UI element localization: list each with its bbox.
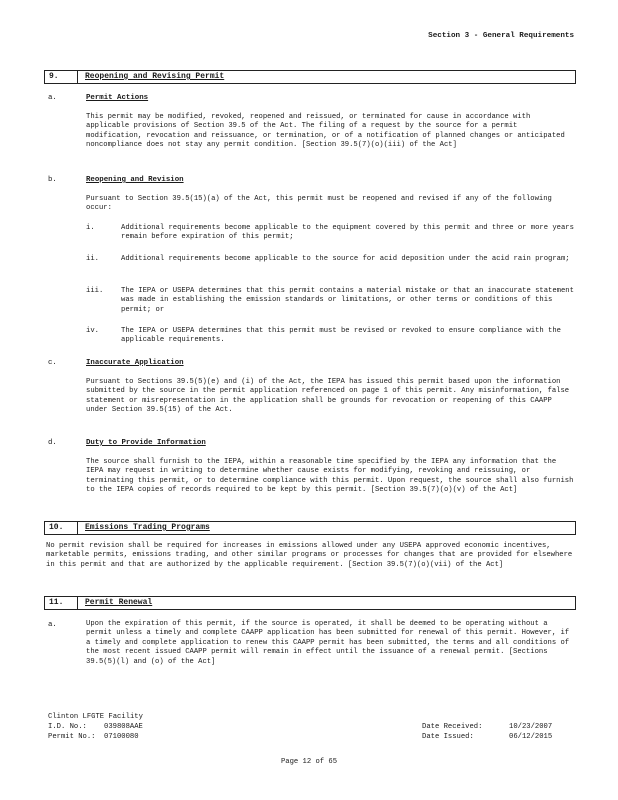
footer-permit-label: Permit No.: [48,733,96,741]
subitem-i-label: i. [86,224,95,232]
divider [77,597,78,609]
footer-issued-value: 06/12/2015 [509,733,553,741]
item-9d-heading: Duty to Provide Information [86,439,206,447]
footer-id-label: I.D. No.: [48,723,87,731]
item-9d-text: The source shall furnish to the IEPA, within a reasonable time specified by the IEPA any information that the IEPA may request in writing to determine whether cause exists for modifying, revoking and reissuing, or terminating this permit, or to determine compliance with this permit. Upon request, the source shall also furnish to the IEPA copies of records required to be kept by this permit. [Section 39.5(7)(o)(v) of the Act] [86,458,574,495]
item-9d-label: d. [48,439,57,447]
section-11-heading [44,596,576,610]
section-10-title: Emissions Trading Programs [85,523,210,532]
subitem-ii-text: Additional requirements become applicable to the source for acid deposition under the acid rain program; [121,255,570,263]
divider [77,522,78,534]
subitem-iii-label: iii. [86,287,104,295]
item-9a-label: a. [48,94,57,102]
section-9-heading [44,70,576,84]
subitem-iii-text: The IEPA or USEPA determines that this permit contains a material mistake or that an inaccurate statement was made in establishing the emission standards or limitations, or other terms or conditions of this permit; or [121,287,574,314]
item-9b-label: b. [48,176,57,184]
section-11-number: 11. [49,598,64,607]
item-9b-heading: Reopening and Revision [86,176,184,184]
subitem-ii-label: ii. [86,255,99,263]
section-11-title: Permit Renewal [85,598,153,607]
section-10-number: 10. [49,523,64,532]
item-9a-heading: Permit Actions [86,94,149,102]
item-9b-text: Pursuant to Section 39.5(15)(a) of the Act, this permit must be reopened and revised if any of the following occur: [86,195,552,213]
footer-issued-label: Date Issued: [422,733,474,741]
section-10-text: No permit revision shall be required for increases in emissions allowed under any USEPA approved economic incentives, marketable permits, emissions trading, and other similar programs or processes for changes that are provided for elsewhere in this permit and that are authorized by the applicable requirement. [Section 39.5(7)(o)(vii) of the Act] [46,542,573,569]
footer-received-value: 10/23/2007 [509,723,553,731]
item-9c-label: c. [48,359,57,367]
subitem-iv-text: The IEPA or USEPA determines that this permit must be revised or revoked to ensure compliance with the applicable requirements. [121,327,561,345]
footer-received-label: Date Received: [422,723,483,731]
divider [77,71,78,83]
item-9a-text: This permit may be modified, revoked, reopened and reissued, or terminated for cause in accordance with applicable provisions of Section 39.5 of the Act. The filing of a request by the source for a permit modification, revocation and reissuance, or termination, or of a notification of planned changes or anticipated noncompliance does not stay any permit condition. [Section 39.5(7)(o)(iii) of the Act] [86,113,565,150]
item-11a-label: a. [48,621,57,629]
subitem-iv-label: iv. [86,327,99,335]
section-9-number: 9. [49,72,59,81]
page-number: Page 12 of 65 [280,758,338,766]
section-header: Section 3 - General Requirements [428,32,574,40]
item-9c-text: Pursuant to Sections 39.5(5)(e) and (i) of the Act, the IEPA has issued this permit based upon the information submitted by the source in the permit application referenced on page 1 of this permit. Any misinformation, false statement or misrepresentation in the application shall be grounds for revocation or reopening of this CAAPP under Section 39.5(15) of the Act. [86,378,570,415]
section-9-title: Reopening and Revising Permit [85,72,225,81]
section-10-heading [44,521,576,535]
footer-permit-value: 07100080 [104,733,139,741]
footer-id-value: 039808AAE [104,723,143,731]
subitem-i-text: Additional requirements become applicable to the equipment covered by this permit and three or more years remain before expiration of this permit; [121,224,574,242]
footer-facility: Clinton LFGTE Facility [48,713,143,721]
item-9c-heading: Inaccurate Application [86,359,184,367]
item-11a-text: Upon the expiration of this permit, if the source is operated, it shall be deemed to be operating without a permit unless a timely and complete CAAPP application has been submitted for renewal of this permit. However, if a timely and complete application to renew this CAAPP permit has been submitted, the terms and all conditions of the most recent issued CAAPP permit will remain in effect until the issuance of a renewal permit. [Sections 39.5(5)(l) and (o) of the Act] [86,620,570,666]
